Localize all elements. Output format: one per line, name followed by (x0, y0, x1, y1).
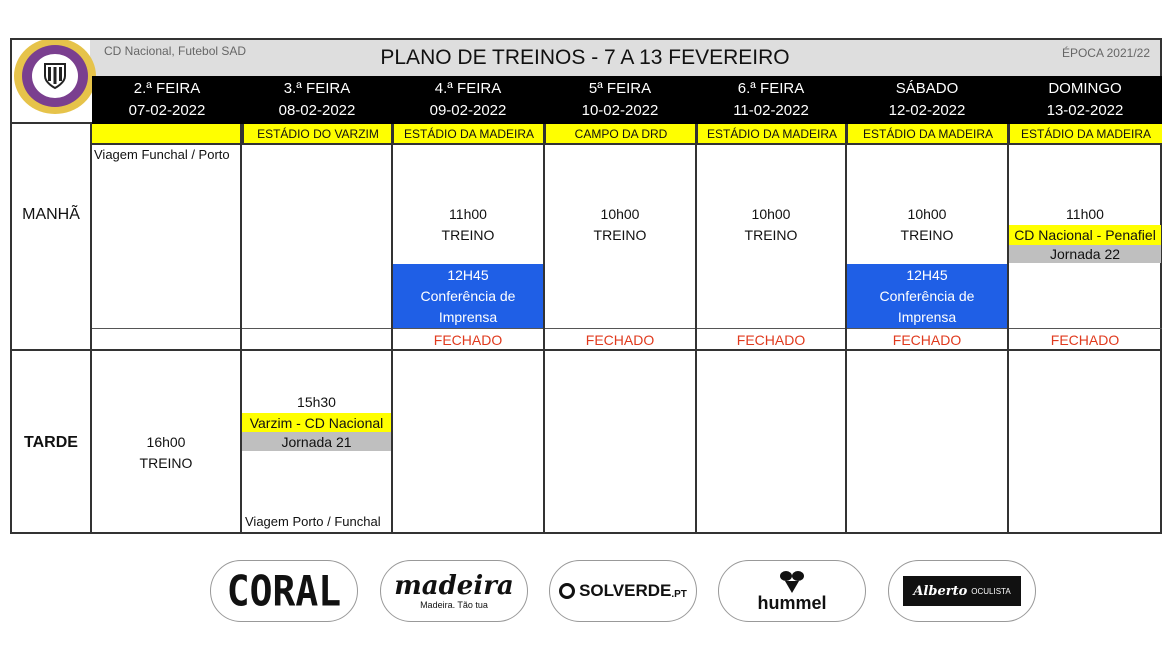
sponsor-label: hummel (757, 593, 827, 613)
venue-tue: ESTÁDIO DO VARZIM (242, 124, 392, 143)
press-conference-wed (393, 264, 543, 328)
match-tue: Varzim - CD Nacional (242, 413, 391, 432)
day-header-sun (1008, 76, 1162, 124)
sun-icon (559, 583, 575, 599)
row-label-afternoon: TARDE (24, 434, 78, 451)
day-name: DOMINGO (1048, 80, 1122, 97)
day-name: 5ª FEIRA (588, 80, 652, 97)
press-time: 12H45 (447, 266, 489, 283)
day-date: 08-02-2022 (278, 102, 356, 119)
closed-wed: FECHADO (433, 331, 503, 348)
round-sun: Jornada 22 (1009, 245, 1161, 263)
day-name: 3.ª FEIRA (283, 80, 351, 97)
round-tue: Jornada 21 (242, 432, 391, 451)
match-sun: CD Nacional - Penafiel (1009, 225, 1161, 245)
session-time: 11h00 (449, 206, 487, 222)
venue-sat: ESTÁDIO DA MADEIRA (846, 124, 1008, 143)
column-divider (845, 124, 847, 534)
session-time: 10h00 (751, 206, 791, 222)
session-mon-afternoon (92, 432, 240, 474)
day-date: 13-02-2022 (1046, 102, 1124, 119)
column-divider (1007, 124, 1009, 534)
press-conference-sat (847, 264, 1007, 328)
session-time: 10h00 (600, 206, 640, 222)
divider (90, 143, 1162, 145)
day-name: 2.ª FEIRA (133, 80, 201, 97)
column-divider (391, 124, 393, 534)
session-label: TREINO (744, 227, 798, 243)
venue-fri: ESTÁDIO DA MADEIRA (696, 124, 846, 143)
day-header-thu (544, 76, 696, 124)
sponsor-suffix: OCULISTA (971, 586, 1011, 596)
sponsor-hummel[interactable] (718, 560, 866, 622)
session-time: 10h00 (907, 206, 947, 222)
press-label: Conferência de Imprensa (420, 287, 516, 325)
session-sat (847, 204, 1007, 246)
sponsor-label: madeira (394, 571, 514, 601)
sponsor-alberto[interactable] (888, 560, 1036, 622)
column-divider (240, 124, 242, 534)
column-divider (543, 124, 545, 534)
session-time: 16h00 (146, 434, 186, 450)
session-wed (393, 204, 543, 246)
match-time-tue: 15h30 (297, 394, 336, 410)
day-date: 11-02-2022 (733, 102, 809, 119)
travel-note: Viagem Porto / Funchal (245, 514, 381, 529)
day-name: 6.ª FEIRA (737, 80, 805, 97)
divider (90, 328, 1162, 329)
sponsor-madeira[interactable] (380, 560, 528, 622)
season-label: ÉPOCA 2021/22 (1061, 46, 1150, 60)
match-time-sun: 11h00 (1066, 206, 1104, 222)
sponsor-label: CORAL (226, 566, 342, 616)
day-header-sat (846, 76, 1008, 124)
press-time: 12H45 (906, 266, 948, 283)
sponsor-label: Alberto (913, 583, 968, 599)
venue-thu: CAMPO DA DRD (544, 124, 696, 143)
press-label: Conferência de Imprensa (879, 287, 975, 325)
page-title: PLANO DE TREINOS - 7 A 13 FEVEREIRO (380, 46, 790, 69)
session-fri (697, 204, 845, 246)
session-label: TREINO (441, 227, 495, 243)
day-name: SÁBADO (895, 80, 959, 97)
sponsor-tagline: Madeira. Tão tua (420, 600, 488, 610)
closed-sat: FECHADO (892, 331, 962, 348)
session-thu (545, 204, 695, 246)
venue-mon (90, 124, 242, 143)
travel-note: Viagem Funchal / Porto (94, 147, 230, 162)
day-name: 4.ª FEIRA (434, 80, 502, 97)
divider (10, 122, 92, 124)
closed-sun: FECHADO (1050, 331, 1120, 348)
day-header-tue (242, 76, 392, 124)
day-header-wed (392, 76, 544, 124)
row-label-morning: MANHÃ (22, 206, 80, 223)
column-divider (695, 124, 697, 534)
session-label: TREINO (139, 455, 193, 471)
sponsor-label: SOLVERDE (579, 581, 672, 600)
divider (10, 349, 1162, 351)
day-date: 07-02-2022 (128, 102, 206, 119)
sponsor-solverde[interactable] (549, 560, 697, 622)
day-date: 10-02-2022 (581, 102, 659, 119)
closed-fri: FECHADO (736, 331, 806, 348)
session-label: TREINO (900, 227, 954, 243)
sponsor-suffix: .PT (671, 588, 687, 600)
session-label: TREINO (593, 227, 647, 243)
day-date: 12-02-2022 (888, 102, 966, 119)
day-date: 09-02-2022 (429, 102, 507, 119)
day-header-mon (92, 76, 242, 124)
venue-wed: ESTÁDIO DA MADEIRA (392, 124, 544, 143)
day-header-fri (696, 76, 846, 124)
closed-thu: FECHADO (585, 331, 655, 348)
bee-icon (777, 570, 807, 594)
club-name: CD Nacional, Futebol SAD (104, 44, 247, 58)
venue-sun: ESTÁDIO DA MADEIRA (1008, 124, 1162, 143)
sponsor-coral[interactable] (210, 560, 358, 622)
